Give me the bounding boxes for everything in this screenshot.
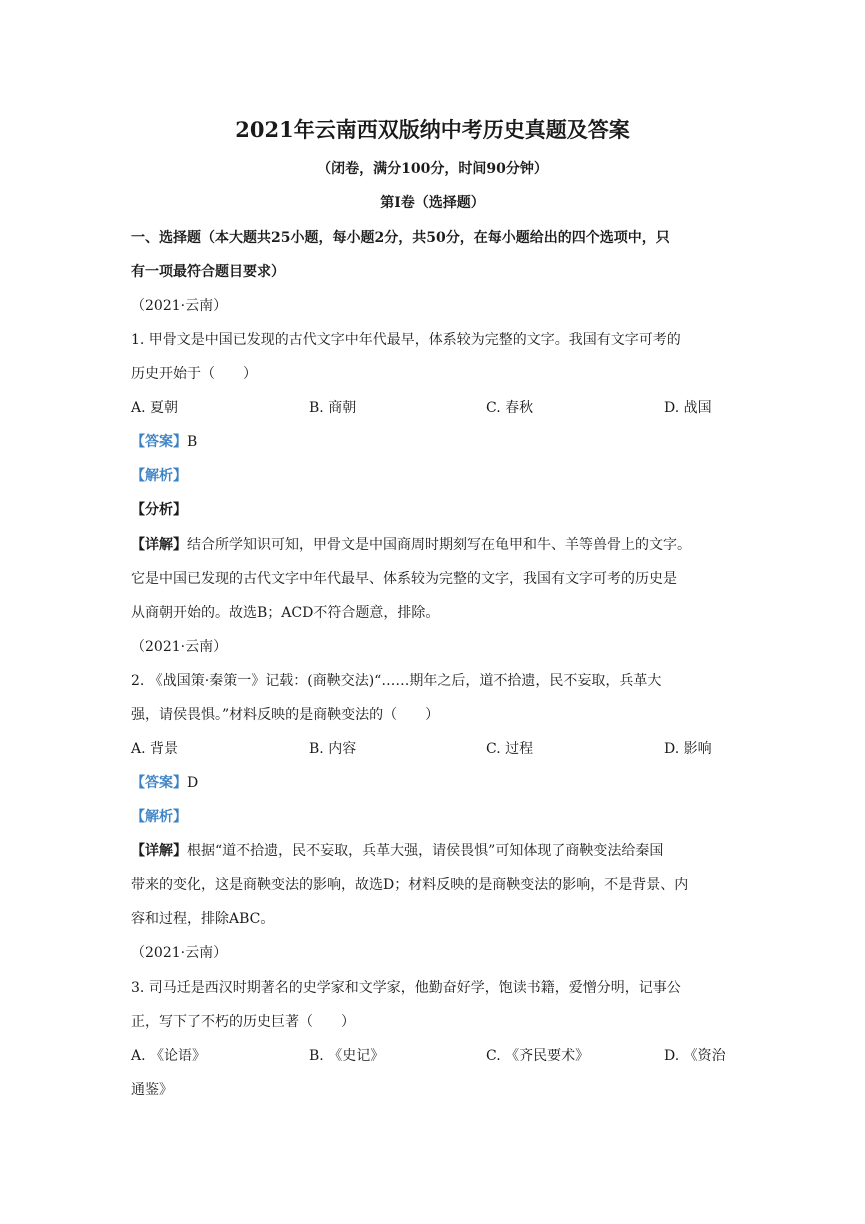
detail-line [131, 535, 691, 555]
volume-heading: 第Ⅰ卷（选择题） [380, 195, 485, 211]
question-source: （2021·云南） [131, 639, 228, 655]
fenxi-tag: 【分析】 [131, 502, 187, 518]
option-d: D. 《资治 [664, 1048, 726, 1064]
answer-value: B [187, 434, 198, 450]
detail-text: 根据“道不拾遗，民不妄取，兵革大强，请侯畏惧”可知体现了商鞅变法给秦国 [187, 843, 664, 859]
option-d: D. 影响 [664, 741, 712, 757]
answer-value: D [187, 775, 199, 791]
detail-line [131, 841, 663, 861]
question-stem: 正，写下了不朽的历史巨著（ ） [131, 1014, 355, 1030]
detail-tag: 【详解】 [131, 537, 187, 553]
detail-text: 容和过程，排除ABC。 [131, 911, 275, 927]
detail-text: 结合所学知识可知，甲骨文是中国商周时期刻写在龟甲和牛、羊等兽骨上的文字。 [187, 537, 691, 553]
page-title: 2021年云南西双版纳中考历史真题及答案 [235, 117, 630, 142]
detail-text: 它是中国已发现的古代文字中年代最早、体系较为完整的文字，我国有文字可考的历史是 [131, 571, 677, 587]
option-c: C. 春秋 [486, 400, 534, 416]
option-d: D. 战国 [664, 400, 712, 416]
question-stem: 历史开始于（ ） [131, 366, 257, 382]
detail-text: 从商朝开始的。故选B；ACD不符合题意，排除。 [131, 605, 440, 621]
question-stem: 3. 司马迁是西汉时期著名的史学家和文学家，他勤奋好学，饱读书籍，爱憎分明，记事公 [131, 980, 681, 996]
analysis-tag: 【解析】 [131, 468, 187, 484]
answer-tag: 【答案】 [131, 775, 187, 791]
option-a: A. 夏朝 [131, 400, 179, 416]
answer-line [131, 773, 198, 793]
option-b: B. 商朝 [309, 400, 357, 416]
option-c: C. 过程 [486, 741, 534, 757]
question-source: （2021·云南） [131, 945, 228, 961]
option-a: A. 《论语》 [131, 1048, 207, 1064]
analysis-tag: 【解析】 [131, 809, 187, 825]
detail-text: 带来的变化，这是商鞅变法的影响，故选D；材料反映的是商鞅变法的影响，不是背景、内 [131, 877, 689, 893]
exam-info: （闭卷，满分100分，时间90分钟） [317, 161, 548, 177]
detail-tag: 【详解】 [131, 843, 187, 859]
option-d-wrap: 通鉴》 [131, 1082, 173, 1098]
question-stem: 强，请侯畏惧。”材料反映的是商鞅变法的（ ） [131, 707, 440, 723]
option-b: B. 《史记》 [309, 1048, 385, 1064]
question-source: （2021·云南） [131, 298, 228, 314]
section-heading-cont: 有一项最符合题目要求） [131, 264, 285, 280]
option-c: C. 《齐民要术》 [486, 1048, 590, 1064]
option-b: B. 内容 [309, 741, 357, 757]
answer-line [131, 432, 197, 452]
answer-tag: 【答案】 [131, 434, 187, 450]
question-stem: 1. 甲骨文是中国已发现的古代文字中年代最早，体系较为完整的文字。我国有文字可考的 [131, 332, 681, 348]
option-a: A. 背景 [131, 741, 179, 757]
section-heading: 一、选择题（本大题共25小题，每小题2分，共50分，在每小题给出的四个选项中，只 [131, 230, 670, 246]
question-stem: 2. 《战国策·秦策一》记载：(商鞅交法)“……期年之后，道不拾遗，民不妄取，兵革大 [131, 673, 662, 689]
